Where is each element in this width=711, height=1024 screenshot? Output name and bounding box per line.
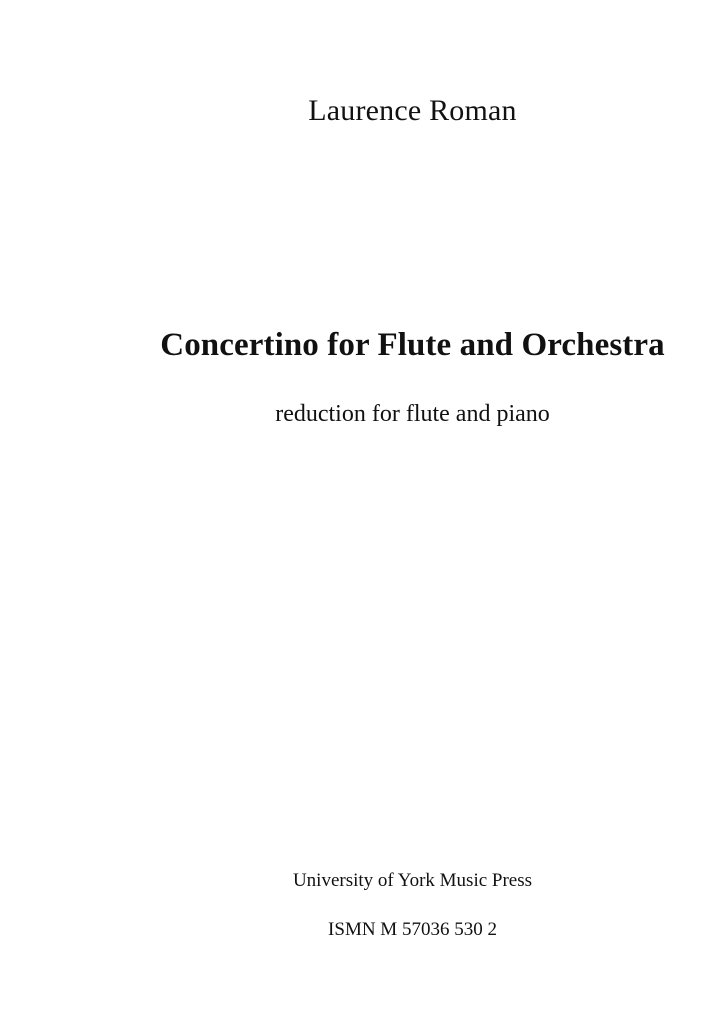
work-title: Concertino for Flute and Orchestra	[160, 327, 665, 363]
publisher-name: University of York Music Press	[292, 870, 533, 891]
work-subtitle: reduction for flute and piano	[275, 401, 550, 427]
composer-name: Laurence Roman	[308, 94, 517, 127]
ismn-number: ISMN M 57036 530 2	[328, 919, 497, 940]
